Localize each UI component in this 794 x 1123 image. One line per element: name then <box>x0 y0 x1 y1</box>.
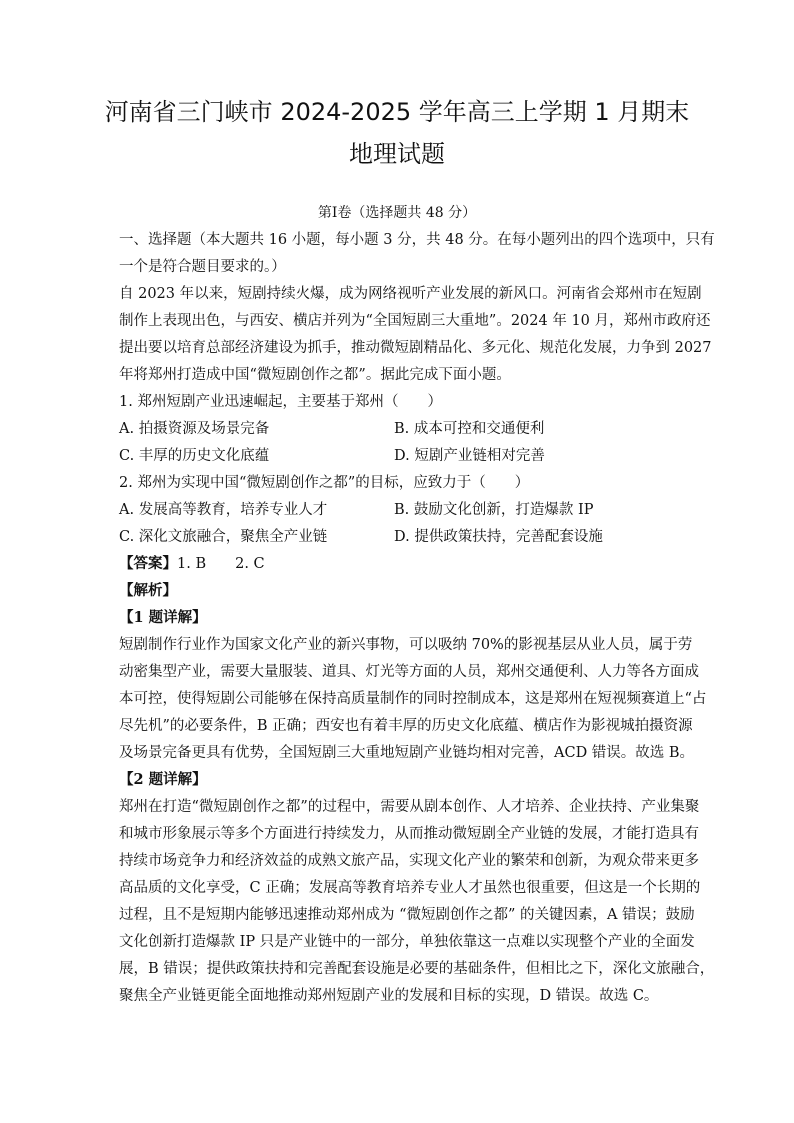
detail-2-line: 展，B 错误；提供政策扶持和完善配套设施是必要的基础条件，但相比之下，深化文旅融合， <box>119 961 715 977</box>
answer-label: 【答案】 <box>119 555 177 572</box>
question-1-option-b: B. 成本可控和交通便利 <box>394 421 545 437</box>
exam-subject: 地理试题 <box>349 140 445 168</box>
question-1-option-c: C. 丰厚的历史文化底蕴 <box>119 448 270 464</box>
detail-2-line: 和城市形象展示等多个方面进行持续发力，从而推动微短剧全产业链的发展，才能打造具有 <box>119 826 699 842</box>
question-2-stem: 2. 郑州为实现中国“微短剧创作之都”的目标，应致力于（ ） <box>119 475 530 491</box>
question-2-option-d: D. 提供政策扶持，完善配套设施 <box>394 529 603 545</box>
question-2-option-c: C. 深化文旅融合，聚焦全产业链 <box>119 529 328 545</box>
material-line: 自 2023 年以来，短剧持续火爆，成为网络视听产业发展的新风口。河南省会郑州市在短剧 <box>119 286 702 302</box>
question-1-option-d: D. 短剧产业链相对完善 <box>394 448 545 464</box>
detail-2-line: 文化创新打造爆款 IP 只是产业链中的一部分，单独依靠这一点难以实现整个产业的全面发 <box>119 934 695 950</box>
detail-2-line: 郑州在打造“微短剧创作之都”的过程中，需要从剧本创作、人才培养、企业扶持、产业集聚 <box>119 799 700 815</box>
detail-1-line: 短剧制作行业作为国家文化产业的新兴事物，可以吸纳 70%的影视基层从业人员，属于劳 <box>119 637 693 653</box>
detail-2-line: 过程，且不是短期内能够迅速推动郑州成为 “微短剧创作之都” 的关键因素，A 错误；鼓励 <box>119 907 695 923</box>
material-line: 制作上表现出色，与西安、横店并列为“全国短剧三大重地”。2024 年 10 月，郑州市政府还 <box>119 313 711 329</box>
answer-text: 1. B 2. C <box>177 556 265 572</box>
material-line: 提出要以培育总部经济建设为抓手，推动微短剧精品化、多元化、规范化发展，力争到 2027 <box>119 340 712 356</box>
instruction-line: 一、选择题（本大题共 16 小题，每小题 3 分，共 48 分。在每小题列出的四个选项中，只有 <box>119 232 715 248</box>
exam-title: 河南省三门峡市 2024-2025 学年高三上学期 1 月期末 <box>104 98 690 126</box>
detail-1-line: 尽先机”的必要条件，B 正确；西安也有着丰厚的历史文化底蕴、横店作为影视城拍摄资源 <box>119 718 693 734</box>
material-line: 年将郑州打造成中国“微短剧创作之都”。据此完成下面小题。 <box>119 367 511 383</box>
question-2-option-a: A. 发展高等教育，培养专业人才 <box>119 502 328 518</box>
section-heading: 第Ⅰ卷（选择题共 48 分） <box>317 205 477 221</box>
question-1-option-a: A. 拍摄资源及场景完备 <box>119 421 270 437</box>
detail-2-line: 高品质的文化享受，C 正确；发展高等教育培养专业人才虽然也很重要，但这是一个长期的 <box>119 880 701 896</box>
detail-2-line: 聚焦全产业链更能全面地推动郑州短剧产业的发展和目标的实现，D 错误。故选 C。 <box>119 988 659 1004</box>
detail-1-line: 及场景完备更具有优势，全国短剧三大重地短剧产业链均相对完善，ACD 错误。故选 B。 <box>119 745 695 761</box>
question-1-stem: 1. 郑州短剧产业迅速崛起，主要基于郑州（ ） <box>119 394 442 410</box>
detail-2-line: 持续市场竞争力和经济效益的成熟文旅产品，实现文化产业的繁荣和创新，为观众带来更多 <box>119 853 699 869</box>
detail-1-line: 动密集型产业，需要大量服装、道具、灯光等方面的人员，郑州交通便利、人力等各方面成 <box>119 664 699 680</box>
detail-1-line: 本可控，使得短剧公司能够在保持高质量制作的同时控制成本，这是郑州在短视频赛道上“占 <box>119 691 707 707</box>
detail-2-label: 【2 题详解】 <box>119 771 207 788</box>
detail-1-label: 【1 题详解】 <box>119 609 207 626</box>
instruction-line: 一个是符合题目要求的。） <box>119 259 286 275</box>
question-2-option-b: B. 鼓励文化创新，打造爆款 IP <box>394 502 594 518</box>
answer-line <box>119 554 679 574</box>
analysis-label: 【解析】 <box>119 582 177 599</box>
